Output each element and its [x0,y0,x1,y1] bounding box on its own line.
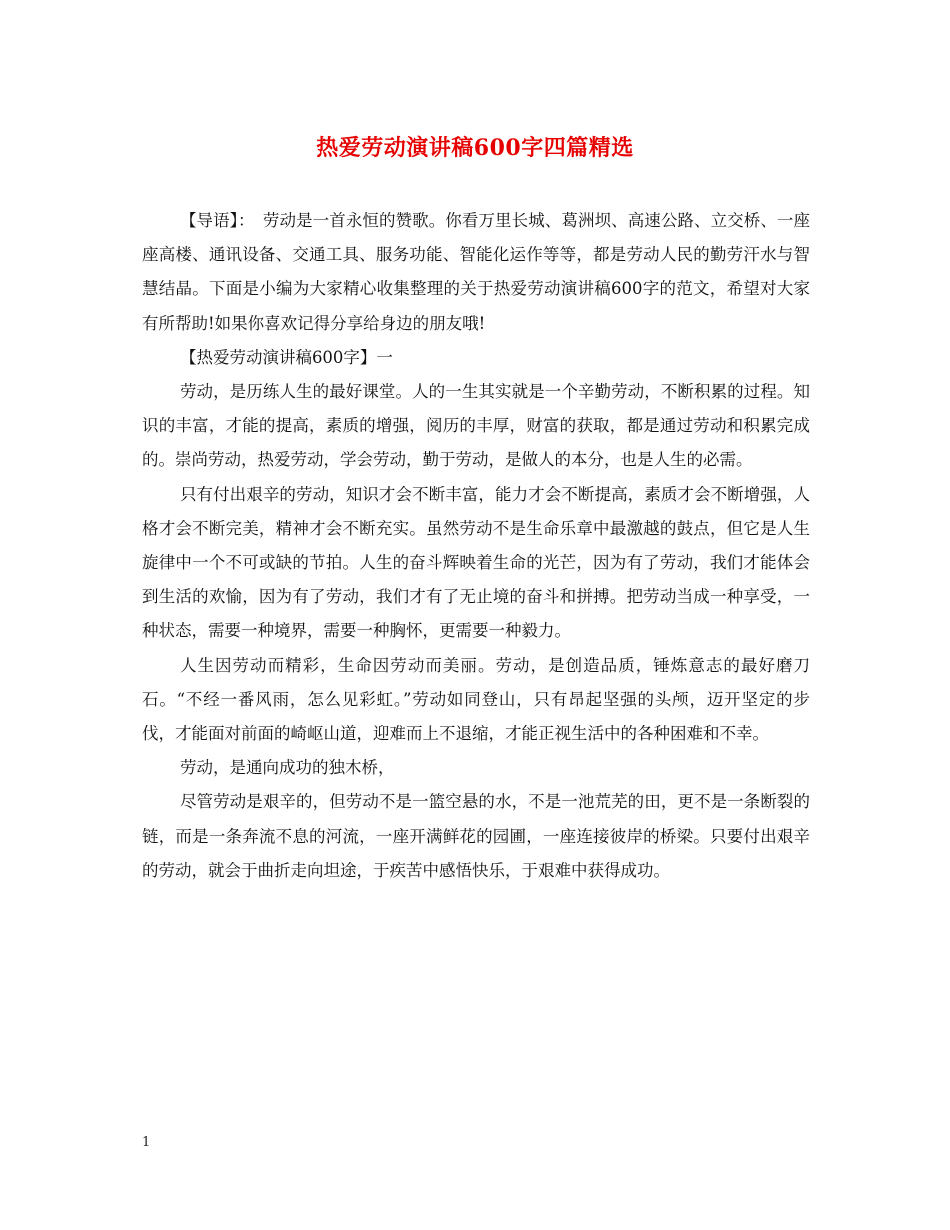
body-paragraph: 劳动，是通向成功的独木桥， [179,758,395,778]
body-paragraph: 只有付出艰辛的劳动，知识才会不断丰富，能力才会不断提高，素质才会不断增强，人格才会不断完美，精神才会不断充实。虽然劳动不是生命乐章中最激越的鼓点，但它是人生旋律中一个不可或缺的节拍。人生的奋斗辉映着生命的光芒，因为有了劳动，我们才能体会到生活的欢愉，因为有了劳动，我们才有了无止境的奋斗和拼搏。把劳动当成一种享受，一种状态，需要一种境界，需要一种胸怀，更需要一种毅力。 [142,484,810,641]
intro-paragraph: 【导语】： 劳动是一首永恒的赞歌。你看万里长城、葛洲坝、高速公路、立交桥、一座座高楼、通讯设备、交通工具、服务功能、智能化运作等等，都是劳动人民的勤劳汗水与智慧结晶。下面是小编为大家精心收集整理的关于热爱劳动演讲稿600字的范文，希望对大家有所帮助!如果你喜欢记得分享给身边的朋友哦! [142,211,810,333]
body-paragraph: 人生因劳动而精彩，生命因劳动而美丽。劳动，是创造品质，锤炼意志的最好磨刀石。“不经一番风雨，怎么见彩虹。”劳动如同登山，只有昂起坚强的头颅，迈开坚定的步伐，才能面对前面的崎岖山道，迎难而上不退缩，才能正视生活中的各种困难和不幸。 [142,655,810,744]
document-title: 热爱劳动演讲稿600字四篇精选 [316,135,634,161]
document-body [142,204,810,888]
body-paragraph: 尽管劳动是艰辛的，但劳动不是一篮空悬的水，不是一池荒芜的田，更不是一条断裂的链，而是一条奔流不息的河流，一座开满鲜花的园圃，一座连接彼岸的桥梁。只要付出艰辛的劳动，就会于曲折走向坦途，于疾苦中感悟快乐，于艰难中获得成功。 [142,792,810,880]
page-number: 1 [142,1135,151,1150]
body-paragraph: 劳动，是历练人生的最好课堂。人的一生其实就是一个辛勤劳动，不断积累的过程。知识的丰富，才能的提高，素质的增强，阅历的丰厚，财富的获取，都是通过劳动和积累完成的。崇尚劳动，热爱劳动，学会劳动，勤于劳动，是做人的本分，也是人生的必需。 [142,382,810,470]
section-heading: 【热爱劳动演讲稿600字】一 [179,347,393,367]
